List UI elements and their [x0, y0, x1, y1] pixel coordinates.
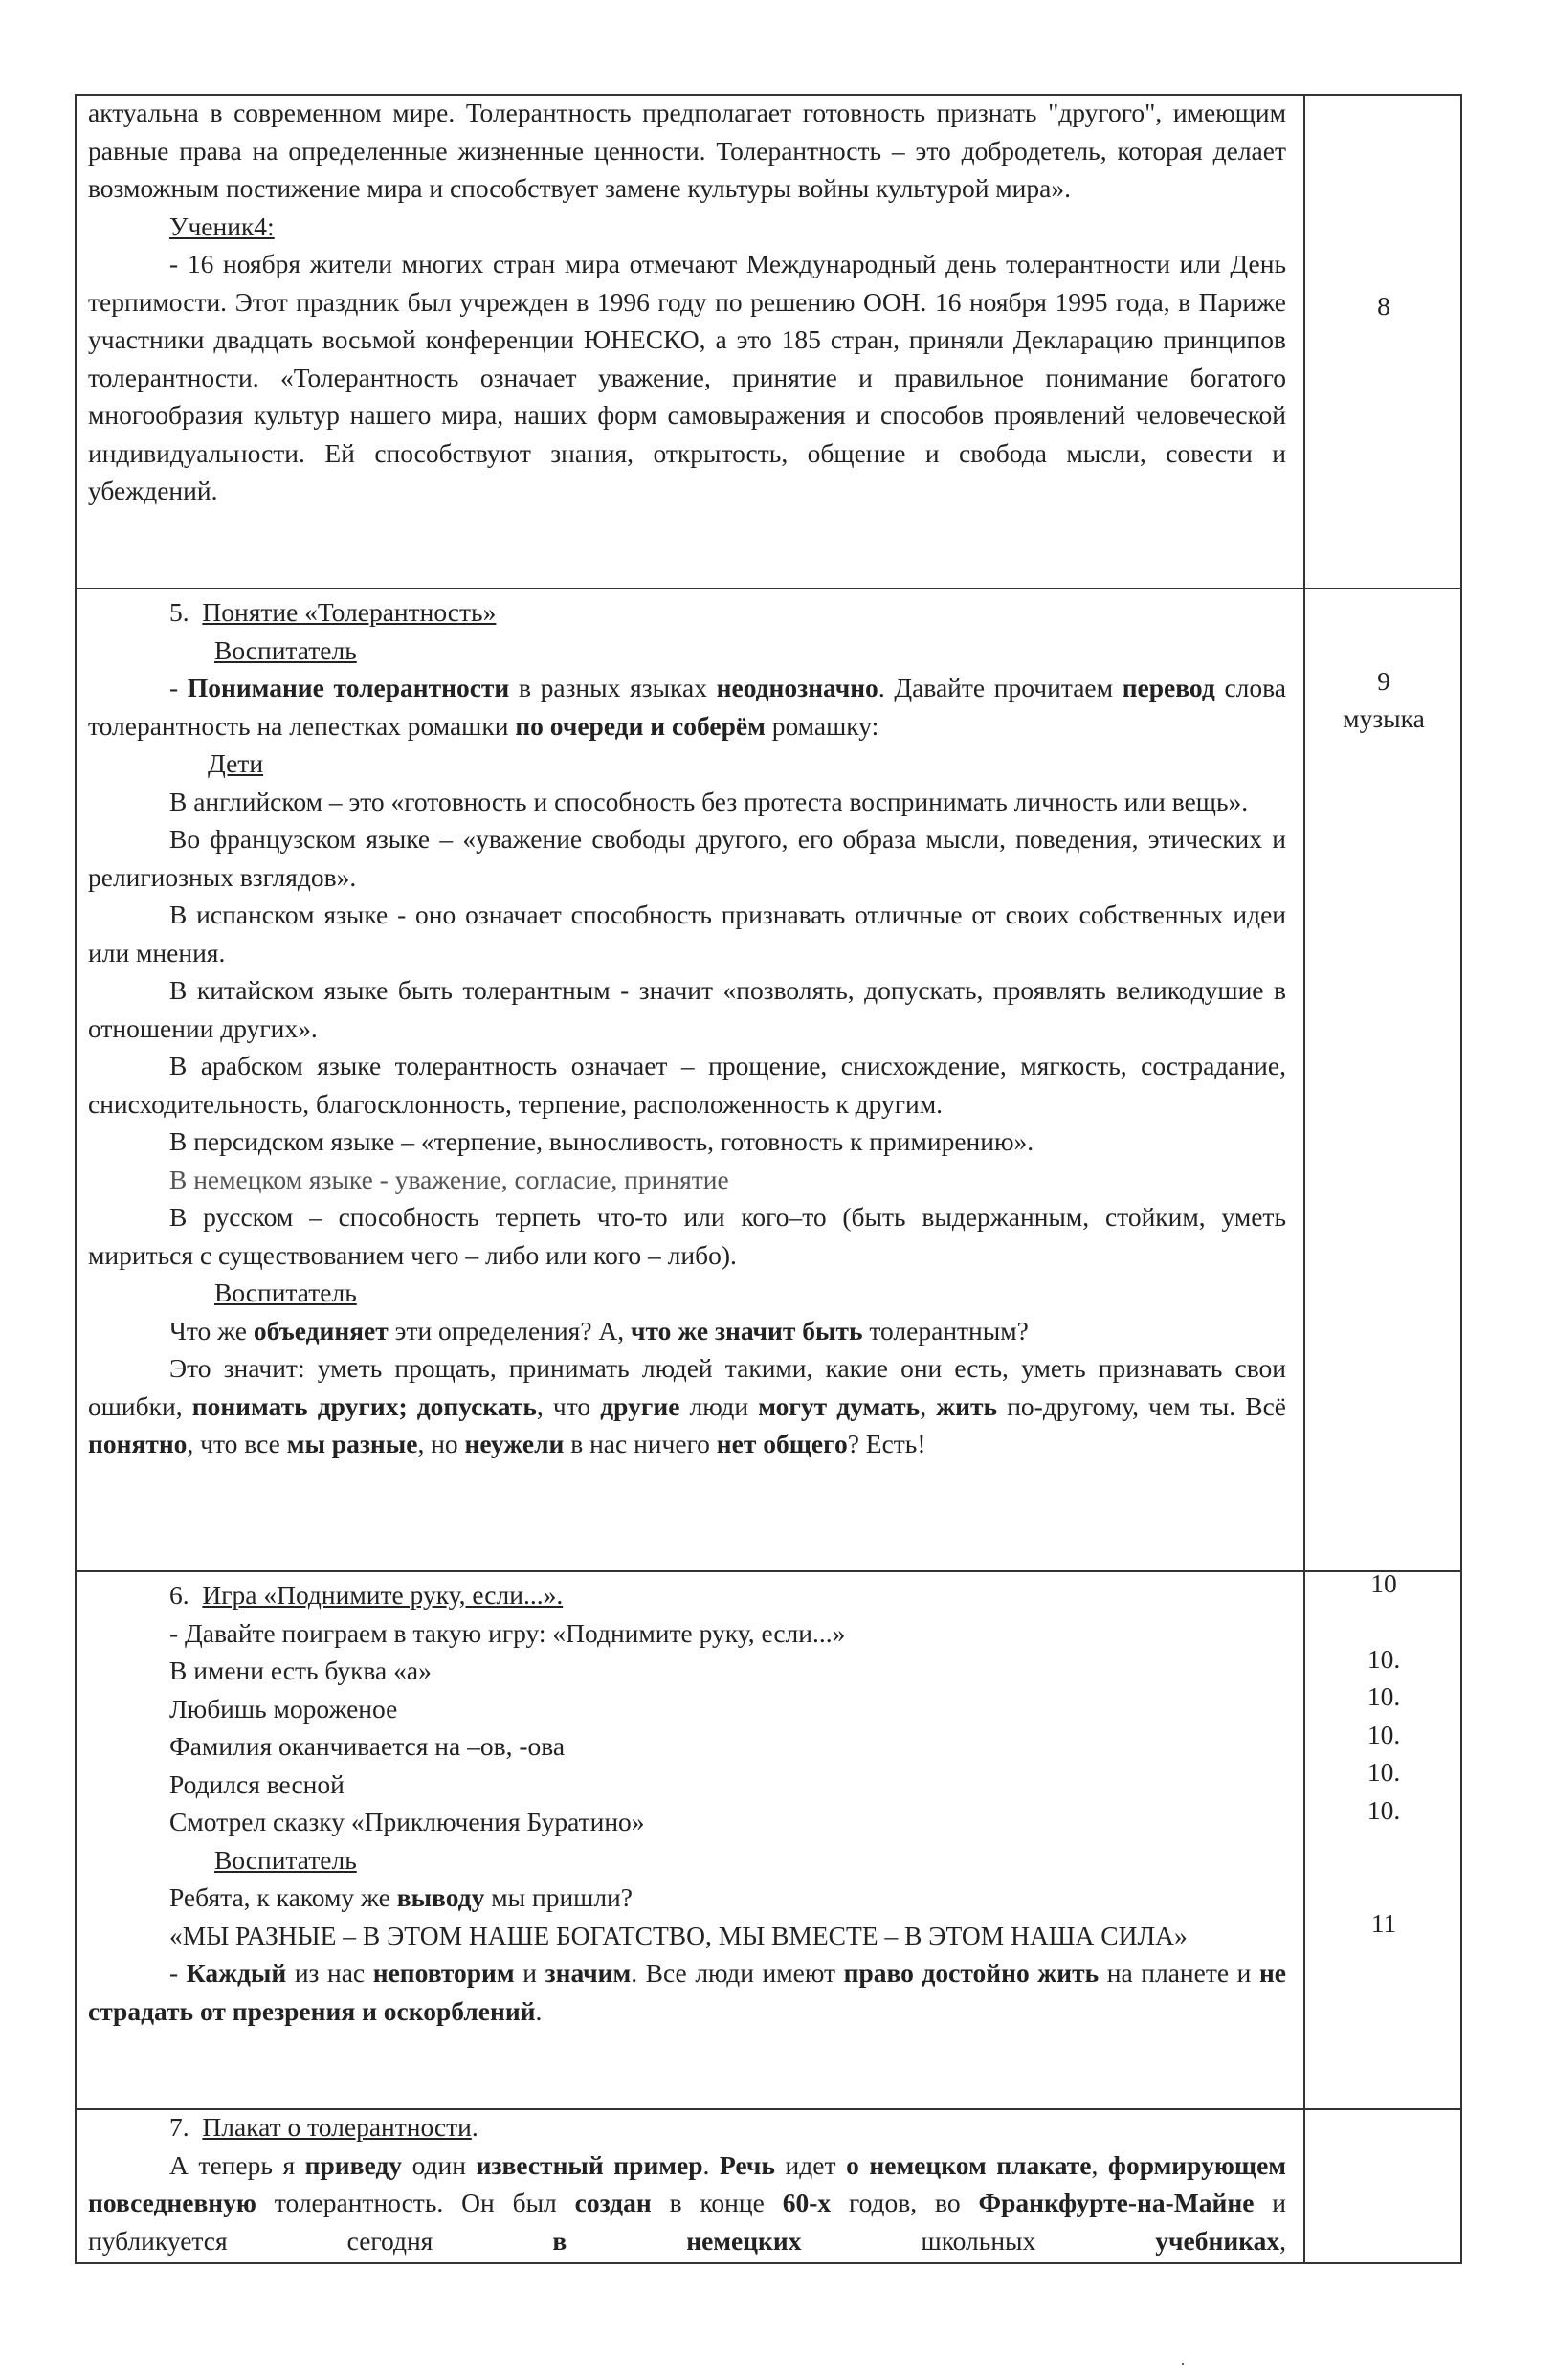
section-heading: Плакат о толерантности: [202, 2112, 472, 2142]
conclusion-question: Ребята, к какому же выводу мы пришли?: [169, 1882, 633, 1912]
list-item: Родился весной: [169, 1768, 345, 1799]
row-number: 10.: [1367, 1720, 1401, 1749]
game-intro: - Давайте поиграем в такую игру: «Поднимите руку, если...»: [169, 1617, 846, 1648]
paragraph-chinese: В китайском языке быть толерантным - значит «позволять, допускать, проявлять великодушие в отношении других».: [88, 975, 1286, 1043]
row-number: 10.: [1367, 1681, 1401, 1711]
row-divider: [77, 588, 1460, 589]
section-number: 7.: [169, 2112, 189, 2142]
paragraph-english: В английском – это «готовность и способность без протеста воспринимать личность или вещь».: [169, 786, 1249, 816]
paragraph-russian: В русском – способность терпеть что-то или кого–то (быть выдержанным, стойким, уметь мириться с существованием чего – либо или кого – либо).: [88, 1202, 1286, 1270]
row-top-text: [77, 94, 1303, 510]
paragraph-german: В немецком языке - уважение, согласие, принятие: [169, 1164, 729, 1194]
row-number: 11: [1370, 1908, 1397, 1938]
speaker-label: Воспитатель: [214, 1844, 357, 1875]
list-item: В имени есть буква «а»: [169, 1656, 432, 1685]
row-note: музыка: [1343, 703, 1425, 733]
section-heading: Понятие «Толерантность»: [202, 597, 497, 627]
row-number: 10.: [1367, 1795, 1401, 1825]
paragraph-arabic: В арабском языке толерантность означает – прощение, снисхождение, мягкость, сострадание, снисходительность, благосклонность, терпение, расположенность к другим.: [88, 1051, 1286, 1119]
speaker-label: Воспитатель: [214, 1278, 357, 1307]
paragraph-french: Во французском языке – «уважение свободы другого, его образа мысли, поведения, этических и религиозных взглядов».: [88, 824, 1286, 892]
paragraph-persian: В персидском языке – «терпение, выносливость, готовность к примирению».: [169, 1126, 1034, 1156]
section-5-text: [77, 593, 1303, 1463]
paragraph-question: Что же объединяет эти определения? А, что же значит быть толерантным?: [169, 1315, 1029, 1346]
list-item: Любишь мороженое: [169, 1693, 398, 1724]
section-6-text: [77, 1576, 1303, 2030]
section-number: 6.: [169, 1580, 189, 1610]
row-number: 10.: [1367, 1757, 1401, 1787]
row-number: 9: [1377, 666, 1390, 696]
paragraph-tolerance-day: - 16 ноября жители многих стран мира отмечают Международный день толерантности или День терпимости. Этот праздник был учрежден в 1996 году по решению ООН. 16 ноября 1995 года, в Париже участники двадцать восьмой конференции ЮНЕСКО, а это 185 стран, приняли Декларацию принципов толерантности. «Толерантность означает уважение, принятие и правильное понимание богатого многообразия культур нашего мира, наших форм самовыражения и способов проявлений человеческой индивидуальности. Ей способствуют знания, открытость, общение и свобода мысли, совести и убеждений.: [88, 249, 1286, 505]
row-divider: [77, 1570, 1460, 1572]
speaker-label: Ученик4:: [169, 211, 275, 241]
section-7-text: 7. Плакат о толерантности. А теперь я приведу один известный пример. Речь идет о немецком плакате, формирующем повседневную толерантность. Он был создан в конце 60-х годов, во Франкфурте-на-Майне и публикуется сегодня в немецких школьных учебниках,: [77, 2108, 1303, 2259]
slogan: «МЫ РАЗНЫЕ – В ЭТОМ НАШЕ БОГАТСТВО, МЫ ВМЕСТЕ – В ЭТОМ НАША СИЛА»: [169, 1920, 1188, 1950]
scan-speck: ·: [1180, 2354, 1186, 2373]
poster-text: А теперь я приведу один известный пример. Речь идет о немецком плакате, формирующем повседневную толерантность. Он был создан в конце 60-х годов, во Франкфурте-на-Майне и публикуется сегодня в немецких школьных учебниках,: [88, 2149, 1287, 2256]
speaker-label: Воспитатель: [214, 634, 357, 665]
paragraph-spanish: В испанском языке - оно означает способность признавать отличные от своих собственных идеи или мнения.: [88, 900, 1286, 968]
row-number: 8: [1377, 291, 1390, 321]
paragraph-answer: Это значит: уметь прощать, принимать людей такими, какие они есть, уметь признавать свои ошибки, понимать других; допускать, что другие люди могут думать, жить по-другому, чем ты. Всё понятно, что все мы разные, но неужели в нас ничего нет общего? Есть!: [88, 1353, 1287, 1458]
row-number: 10: [1370, 1568, 1397, 1598]
section-number: 5.: [169, 597, 189, 627]
document-table: [75, 94, 1462, 2264]
speaker-label: Дети: [208, 748, 264, 778]
list-item: Фамилия оканчивается на –ов, -ова: [169, 1731, 566, 1761]
paragraph-tolerance-intro: актуальна в современном мире. Толерантность предполагает готовность признать "другого", имеющим равные права на определенные жизненные ценности. Толерантность – это добродетель, которая делает возможным постижение мира и способствует замене культуры войны культурой мира».: [88, 98, 1286, 203]
conclusion-text: - Каждый из нас неповторим и значим. Все люди имеют право достойно жить на планете и не страдать от презрения и оскорблений.: [88, 1958, 1287, 2026]
row-number: 10.: [1367, 1644, 1401, 1674]
section-heading: Игра «Поднимите руку, если...».: [202, 1580, 564, 1610]
list-item: Смотрел сказку «Приключения Буратино»: [169, 1807, 645, 1836]
paragraph-translation-intro: - Понимание толерантности в разных языках неоднозначно. Давайте прочитаем перевод слова толерантность на лепестках ромашки по очереди и соберём ромашку:: [88, 673, 1286, 741]
